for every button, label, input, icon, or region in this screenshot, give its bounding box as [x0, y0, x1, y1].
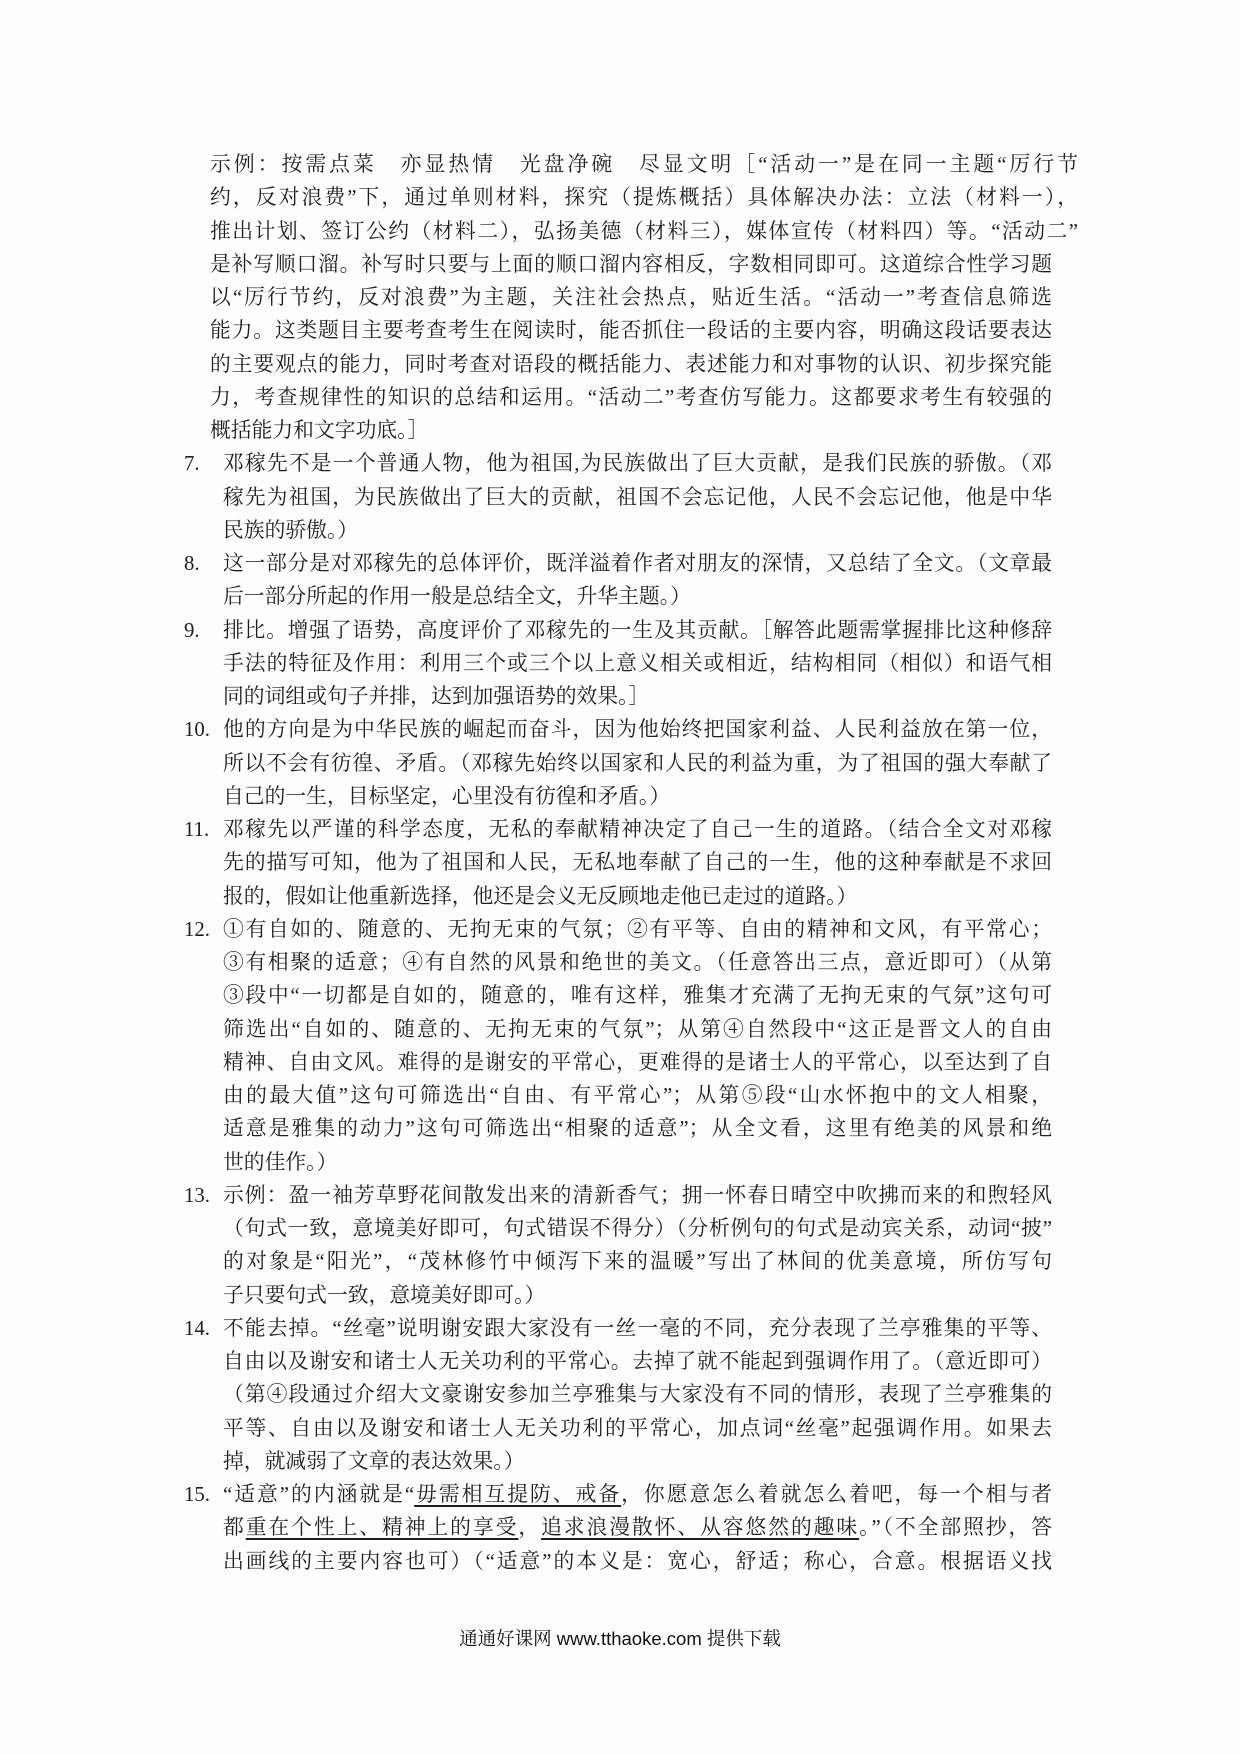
- item-number: 10.: [184, 718, 210, 742]
- answer-item-13: [0, 1179, 1240, 1312]
- text-line: 同的词组或句子并排，达到加强语势的效果。］: [223, 685, 650, 708]
- text-line: 掉，就减弱了文章的表达效果。）: [223, 1449, 525, 1473]
- text-line: [223, 1545, 1052, 1578]
- text-line: 适意是雅集的动力”这句可筛选出“相聚的适意”；从全文看，这里有绝美的风景和绝: [223, 1117, 1052, 1141]
- answer-item-11: [0, 813, 1240, 913]
- text-line: 的主要观点的能力，同时考查对语段的概括能力、表述能力和对事物的认识、初步探究能: [210, 352, 1052, 376]
- text-line: 这一部分是对邓稼先的总体评价，既洋溢着作者对朋友的深情，又总结了全文。（文章最: [223, 552, 1052, 575]
- text-line: ③段中“一切都是自如的，随意的，唯有这样，雅集才充满了无拘无束的气氛”这句可: [223, 984, 1052, 1008]
- underlined-text: 追求浪漫散怀、从容悠然的趣味: [541, 1516, 860, 1540]
- text-segment: 都: [223, 1516, 246, 1540]
- text-line: 由的最大值”这句可筛选出“自由、有平常心”；从第⑤段“山水怀抱中的文人相聚，: [223, 1084, 1052, 1107]
- underlined-text: 重在个性上、精神上的享受: [245, 1516, 519, 1540]
- text-line: （第④段通过介绍大文豪谢安参加兰亭雅集与大家没有不同的情形，表现了兰亭雅集的: [223, 1383, 1052, 1407]
- text-line: 世的佳作。）: [223, 1150, 338, 1174]
- answer-key-body: [0, 148, 1240, 1578]
- text-line: 先的描写可知，他为了祖国和人民，无私地奉献了自己的一生，他的这种奉献是不求回: [223, 851, 1052, 875]
- text-line: 约，反对浪费”下，通过单则材料，探究（提炼概括）具体解决办法：立法（材料一），: [210, 186, 1078, 210]
- text-line: 示例：按需点菜 亦显热情 光盘净碗 尽显文明［“活动一”是在同一主题“厉行节: [210, 153, 1078, 176]
- item-number: 9.: [184, 618, 200, 642]
- item-number: 8.: [184, 552, 200, 575]
- answer-item-14: [0, 1312, 1240, 1478]
- answer-item-12: [0, 913, 1240, 1179]
- text-line: 后一部分所起的作用一般是总结全文，升华主题。）: [223, 585, 691, 609]
- answer-item-9: [0, 614, 1240, 714]
- text-line: 所以不会有彷徨、矛盾。（邓稼先始终以国家和人民的利益为重，为了祖国的强大奉献了: [223, 751, 1052, 775]
- text-line: 自由以及谢安和诸士人无关功利的平常心。去掉了就不能起到强调作用了。（意近即可）: [223, 1350, 1052, 1373]
- text-line: 力，考查规律性的知识的总结和运用。“活动二”考查仿写能力。这都要求考生有较强的: [210, 385, 1052, 409]
- text-line: 精神、自由文风。难得的是谢安的平常心，更难得的是诸士人的平常心，以至达到了自: [223, 1050, 1052, 1074]
- answer-item-8: [0, 547, 1240, 614]
- text-line: 的对象是“阳光”，“茂林修竹中倾泻下来的温暖”写出了林间的优美意境，所仿写句: [223, 1250, 1052, 1274]
- text-line: [223, 1511, 1052, 1544]
- text-line: 邓稼先不是一个普通人物，他为祖国,为民族做出了巨大贡献，是我们民族的骄傲。（邓: [223, 452, 1052, 476]
- footer-credit: 通通好课网 www.tthaoke.com 提供下载: [459, 1628, 781, 1649]
- item-number: 13.: [184, 1183, 210, 1207]
- text-segment: 。”（不全部照抄，答: [859, 1516, 1052, 1540]
- text-line: 筛选出“自如的、随意的、无拘无束的气氛”；从第④自然段中“这正是晋文人的自由: [223, 1017, 1052, 1041]
- text-line: 推出计划、签订公约（材料二），弘扬美德（材料三），媒体宣传（材料四）等。“活动二”: [210, 219, 1078, 243]
- text-line: 邓稼先以严谨的科学态度，无私的奉献精神决定了自己一生的道路。（结合全文对邓稼: [223, 818, 1052, 841]
- item-number: 15.: [184, 1483, 210, 1506]
- item-number: 12.: [184, 917, 210, 941]
- text-line: 他的方向是为中华民族的崛起而奋斗，因为他始终把国家利益、人民利益放在第一位，: [223, 718, 1052, 742]
- text-line: 概括能力和文字功底。］: [210, 419, 429, 442]
- text-line: ③有相聚的适意；④有自然的风景和绝世的美文。（任意答出三点，意近即可）（从第: [223, 951, 1052, 974]
- text-line: 子只要句式一致，意境美好即可。）: [223, 1283, 546, 1307]
- text-segment: “适意”的内涵就是“: [223, 1483, 415, 1506]
- text-line: 手法的特征及作用：利用三个或三个以上意义相关或相近，结构相同（相似）和语气相: [223, 651, 1052, 675]
- text-segment: ，你愿意怎么着就怎么着吧，每一个相与者: [621, 1483, 1052, 1506]
- text-segment: ，: [518, 1516, 542, 1540]
- example-answer-block: [0, 148, 1240, 447]
- item-number: 7.: [184, 452, 200, 476]
- text-segment: 出画线的主要内容也可）（“适意”的本义是：宽心，舒适；称心，合意。根据语义找: [223, 1549, 1052, 1573]
- text-line: 报的，假如让他重新选择，他还是会义无反顾地走他已走过的道路。）: [223, 884, 858, 908]
- text-line: 平等、自由以及谢安和诸士人无关功利的平常心，加点词“丝毫”起强调作用。如果去: [223, 1416, 1052, 1440]
- text-line: 示例：盈一袖芳草野花间散发出来的清新香气；拥一怀春日晴空中吹拂而来的和煦轻风: [223, 1183, 1052, 1207]
- text-line: 不能去掉。“丝毫”说明谢安跟大家没有一丝一毫的不同，充分表现了兰亭雅集的平等、: [223, 1316, 1052, 1340]
- text-line: （句式一致，意境美好即可，句式错误不得分）（分析例句的句式是动宾关系，动词“披”: [223, 1217, 1052, 1240]
- item-number: 14.: [184, 1316, 210, 1340]
- answer-item-10: [0, 713, 1240, 813]
- text-line: 自己的一生，目标坚定，心里没有彷徨和矛盾。）: [223, 784, 671, 808]
- text-line: 是补写顺口溜。补写时只要与上面的顺口溜内容相反，字数相同即可。这道综合性学习题: [210, 252, 1052, 276]
- text-line: [223, 1478, 1052, 1511]
- text-line: 稼先为祖国，为民族做出了巨大的贡献，祖国不会忘记他，人民不会忘记他，他是中华: [223, 485, 1052, 509]
- answer-item-7: [0, 447, 1240, 547]
- text-line: ①有自如的、随意的、无拘无束的气氛；②有平等、自由的精神和文风，有平常心；: [223, 917, 1052, 941]
- text-line: 排比。增强了语势，高度评价了邓稼先的一生及其贡献。［解答此题需掌握排比这种修辞: [223, 618, 1052, 642]
- text-line: 能力。这类题目主要考查考生在阅读时，能否抓住一段话的主要内容，明确这段话要表达: [210, 319, 1052, 343]
- text-line: 以“厉行节约，反对浪费”为主题，关注社会热点，贴近生活。“活动一”考查信息筛选: [210, 286, 1052, 309]
- text-line: 民族的骄傲。）: [223, 518, 359, 542]
- item-number: 11.: [184, 818, 210, 841]
- answer-item-15: [0, 1478, 1240, 1578]
- underlined-text: 毋需相互提防、戒备: [414, 1483, 622, 1506]
